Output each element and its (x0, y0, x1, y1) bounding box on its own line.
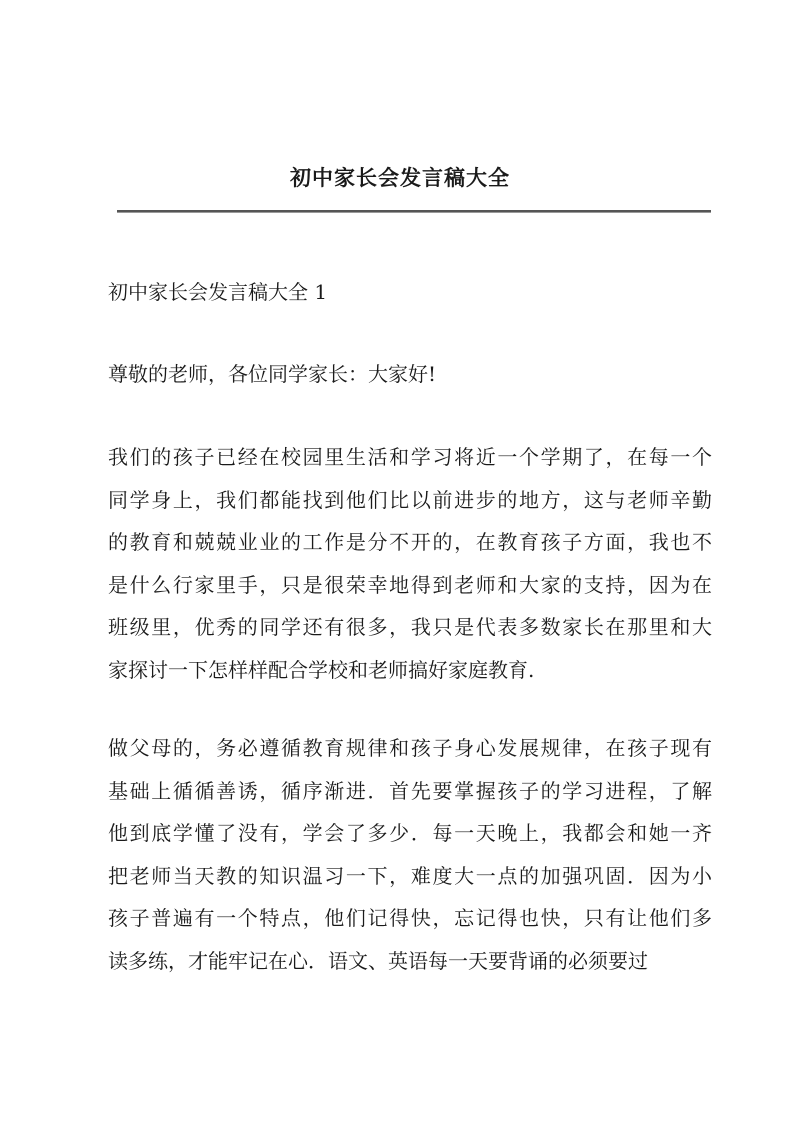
document-title: 初中家长会发言稿大全 (290, 165, 510, 190)
paragraph-line: 同学身上，我们都能找到他们比以前进步的地方，这与老师辛勤 (108, 487, 712, 512)
title-divider (117, 210, 711, 213)
paragraph-1 (108, 436, 712, 691)
paragraph-line: 他到底学懂了没有，学会了多少．每一天晚上，我都会和她一齐 (108, 821, 712, 845)
paragraph-line: 班级里，优秀的同学还有很多，我只是代表多数家长在那里和大 (108, 615, 712, 639)
paragraph-line: 我们的孩子已经在校园里生活和学习将近一个学期了，在每一个 (108, 445, 712, 469)
paragraph-line: 的教育和兢兢业业的工作是分不开的，在教育孩子方面，我也不 (108, 530, 712, 554)
paragraph-line: 读多练，才能牢记在心．语文、英语每一天要背诵的必须要过 (108, 948, 648, 973)
paragraph-line: 把老师当天教的知识温习一下，难度大一点的加强巩固．因为小 (108, 863, 712, 888)
section-heading: 初中家长会发言稿大全 1 (108, 280, 328, 304)
paragraph-2 (108, 727, 712, 982)
greeting-line: 尊敬的老师，各位同学家长：大家好! (108, 362, 437, 386)
paragraph-line: 孩子普遍有一个特点，他们记得快，忘记得也快，只有让他们多 (108, 906, 712, 930)
paragraph-line: 家探讨一下怎样样配合学校和老师搞好家庭教育. (108, 657, 535, 682)
paragraph-line: 做父母的，务必遵循教育规律和孩子身心发展规律，在孩子现有 (108, 736, 712, 760)
paragraph-line: 是什么行家里手，只是很荣幸地得到老师和大家的支持，因为在 (108, 572, 712, 597)
paragraph-line: 基础上循循善诱，循序渐进．首先要掌握孩子的学习进程，了解 (108, 778, 712, 803)
